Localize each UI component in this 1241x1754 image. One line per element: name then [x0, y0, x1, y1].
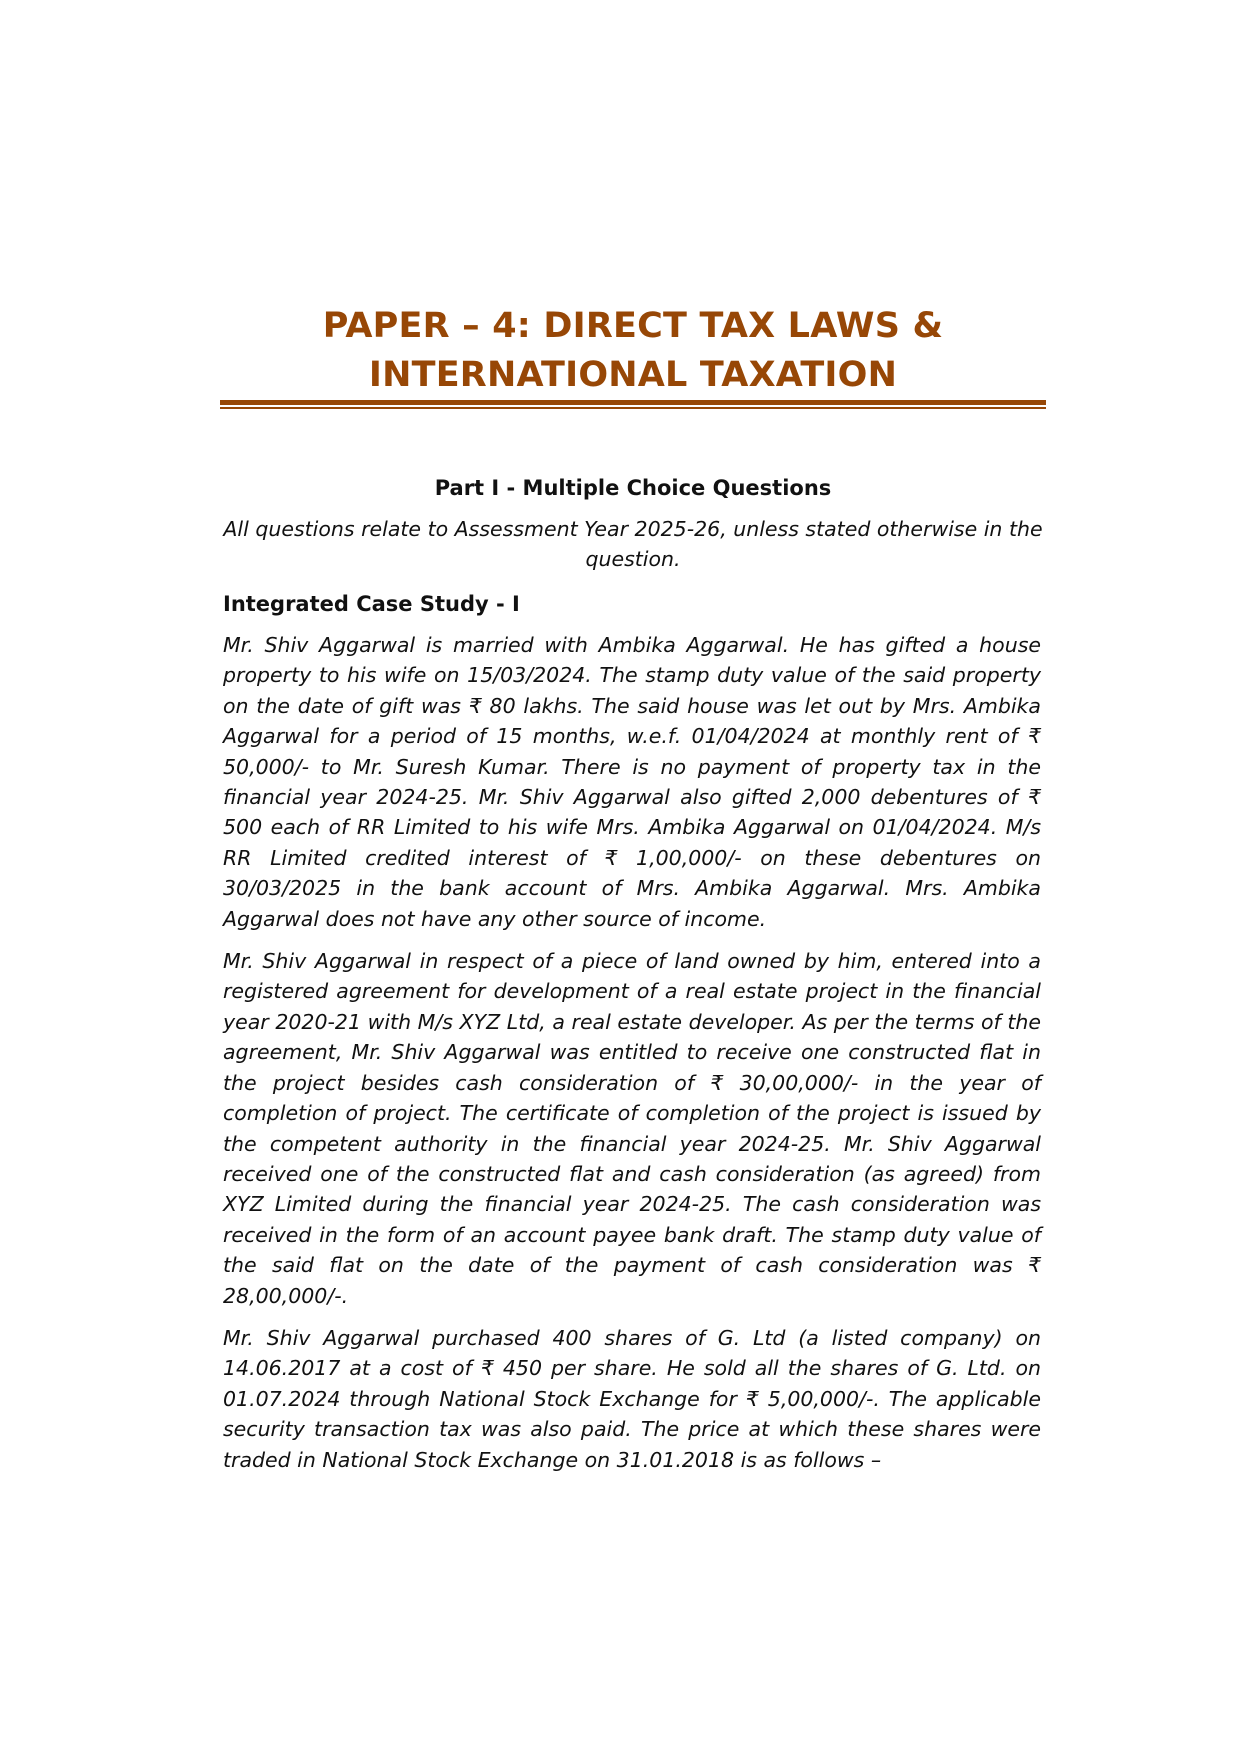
title-line-1: PAPER – 4: DIRECT TAX LAWS & — [322, 306, 944, 346]
part-heading: Part I - Multiple Choice Questions — [434, 476, 832, 500]
case-study-body — [223, 630, 1041, 1487]
assessment-year-note: All questions relate to Assessment Year 2025-26, unless stated otherwise in the question. — [223, 517, 1043, 571]
paragraph-gift-of-property: Mr. Shiv Aggarwal is married with Ambika Aggarwal. He has gifted a house property to his wife on 15/03/2024. The stamp duty value of the said property on the date of gift was ₹ 80 lakhs. The said house was let out by Mrs. Ambika Aggarwal for a period of 15 months, w.e.f. 01/04/2024 at monthly rent of ₹ 50,000/- to Mr. Suresh Kumar. There is no payment of property tax in the financial year 2024-25. Mr. Shiv Aggarwal also gifted 2,000 debentures of ₹ 500 each of RR Limited to his wife Mrs. Ambika Aggarwal on 01/04/2024. M/s RR Limited credited interest of ₹ 1,00,000/- on these debentures on 30/03/2025 in the bank account of Mrs. Ambika Aggarwal. Mrs. Ambika Aggarwal does not have any other source of income. — [223, 633, 1041, 931]
paragraph-sale-of-shares: Mr. Shiv Aggarwal purchased 400 shares of G. Ltd (a listed company) on 14.06.2017 at a cost of ₹ 450 per share. He sold all the shares of G. Ltd. on 01.07.2024 through National Stock Exchange for ₹ 5,00,000/-. The applicable security transaction tax was also paid. The price at which these shares were traded in National Stock Exchange on 31.01.2018 is as follows – — [223, 1325, 1041, 1472]
page-title — [220, 302, 1046, 400]
case-study-heading: Integrated Case Study - I — [223, 592, 520, 616]
title-line-2: INTERNATIONAL TAXATION — [368, 355, 898, 395]
title-divider-thin — [220, 407, 1046, 409]
paragraph-development-agreement: Mr. Shiv Aggarwal in respect of a piece of land owned by him, entered into a registered agreement for development of a real estate project in the financial year 2020-21 with M/s XYZ Ltd, a real estate developer. As per the terms of the agreement, Mr. Shiv Aggarwal was entitled to receive one constructed flat in the project besides cash consideration of ₹ 30,00,000/- in the year of completion of project. The certificate of completion of the project is issued by the competent authority in the financial year 2024-25. Mr. Shiv Aggarwal received one of the constructed flat and cash consideration (as agreed) from XYZ Limited during the financial year 2024-25. The cash consideration was received in the form of an account payee bank draft. The stamp duty value of the said flat on the date of the payment of cash consideration was ₹ 28,00,000/-. — [223, 949, 1041, 1308]
title-divider-thick — [220, 400, 1046, 405]
